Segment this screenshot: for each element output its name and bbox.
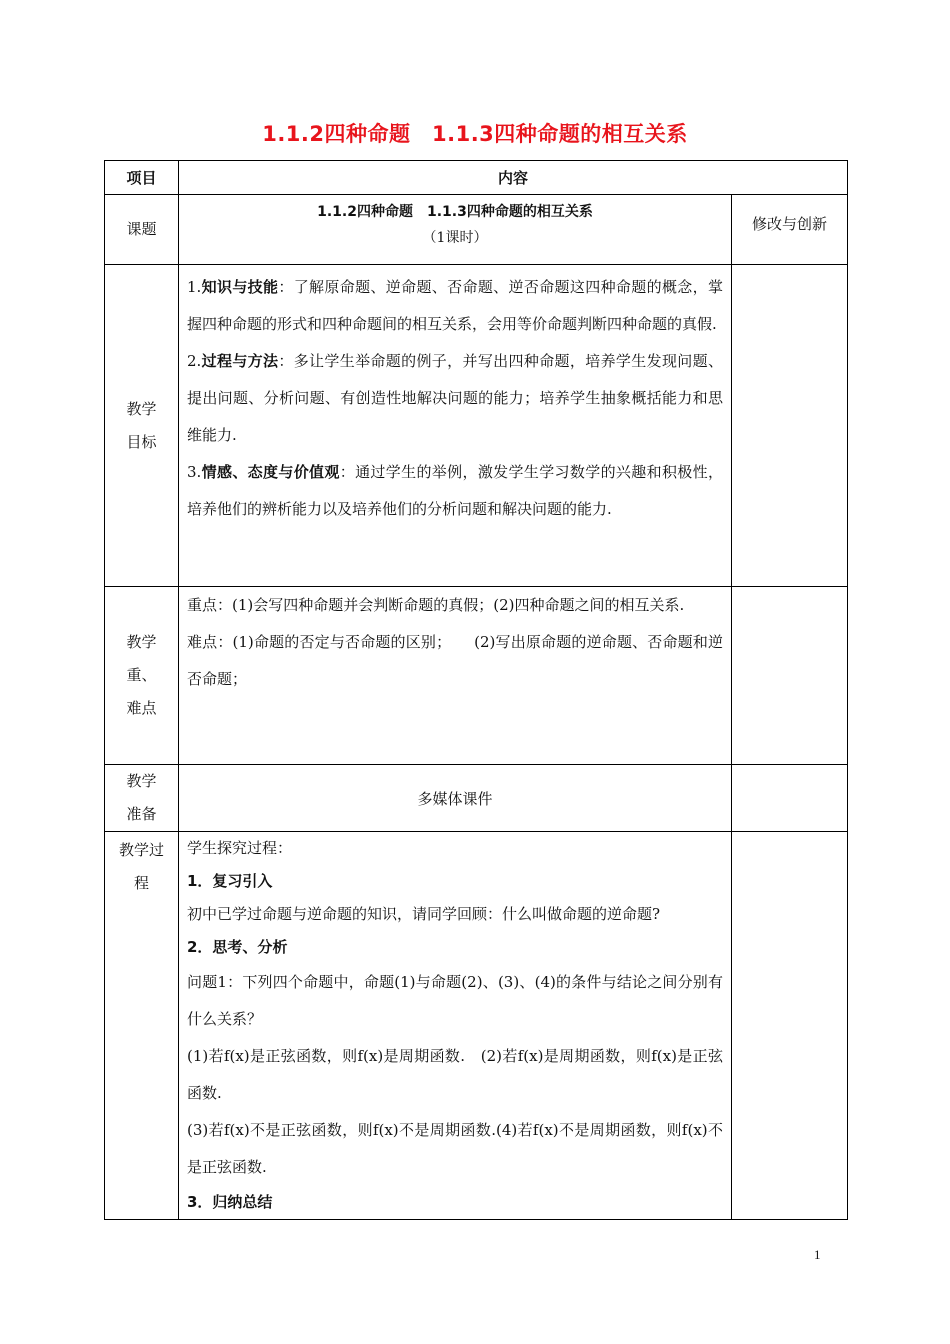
- topic-hours: （1课时）: [422, 230, 488, 246]
- process-row: [105, 832, 848, 1220]
- process-content: [179, 832, 732, 1220]
- keypoints-label-line2: 重、: [126, 666, 157, 684]
- process-side: [732, 832, 848, 1220]
- topic-cell: [179, 195, 732, 265]
- prep-side: [732, 765, 848, 832]
- objectives-content: [179, 265, 732, 587]
- objectives-side: [732, 265, 848, 587]
- prep-content: 多媒体课件: [179, 765, 732, 832]
- key-focus: 重点：(1)会写四种命题并会判断命题的真假；(2)四种命题之间的相互关系.: [187, 596, 685, 614]
- objectives-label-line1: 教学: [126, 399, 157, 418]
- keypoints-row: [105, 587, 848, 765]
- header-item: 项目: [105, 161, 179, 195]
- keypoints-side: [732, 587, 848, 765]
- process-step-2: 2．思考、分析: [187, 938, 288, 956]
- process-step-1: 1．复习引入: [187, 872, 273, 890]
- process-intro: 学生探究过程：: [187, 839, 293, 857]
- keypoints-label-line1: 教学: [126, 633, 157, 651]
- prep-label-line2: 准备: [126, 805, 157, 823]
- keypoints-content: [179, 587, 732, 765]
- process-step-1-text: 初中已学过命题与逆命题的知识，请同学回顾：什么叫做命题的逆命题?: [187, 905, 661, 923]
- objective-item-2: 2.过程与方法：多让学生举命题的例子，并写出四种命题，培养学生发现问题、提出问题、分析问题、有创造性地解决问题的能力；培养学生抽象概括能力和思维能力.: [187, 352, 723, 444]
- process-label: [105, 832, 179, 1220]
- objectives-label-line2: 目标: [126, 432, 157, 451]
- process-step-3: 3．归纳总结: [187, 1193, 273, 1211]
- header-content: 内容: [179, 161, 848, 195]
- process-label-line1: 教学过: [118, 841, 164, 859]
- prep-label-line1: 教学: [126, 772, 157, 790]
- revision-label: 修改与创新: [732, 195, 848, 265]
- process-propositions-2: (3)若f(x)不是正弦函数，则f(x)不是周期函数.(4)若f(x)不是周期函数，则f(x)不是正弦函数.: [187, 1121, 723, 1176]
- objective-item-1: 1.知识与技能：了解原命题、逆命题、否命题、逆否命题这四种命题的概念，掌握四种命题的形式和四种命题间的相互关系，会用等价命题判断四种命题的真假.: [187, 278, 723, 333]
- keypoints-label-line3: 难点: [126, 699, 157, 717]
- prep-row: [105, 765, 848, 832]
- header-row: [105, 161, 848, 195]
- topic-title: 1.1.2四种命题 1.1.3四种命题的相互关系: [317, 204, 593, 220]
- lesson-plan-table: [104, 160, 848, 1220]
- prep-label: [105, 765, 179, 832]
- key-difficulty: 难点：(1)命题的否定与否命题的区别； (2)写出原命题的逆命题、否命题和逆否命题；: [187, 633, 723, 688]
- process-label-line2: 程: [133, 874, 149, 892]
- process-question-1: 问题1：下列四个命题中，命题(1)与命题(2)、(3)、(4)的条件与结论之间分别有什么关系？: [187, 973, 723, 1028]
- page-number: 1: [814, 1247, 821, 1262]
- topic-label: 课题: [105, 195, 179, 265]
- process-propositions-1: (1)若f(x)是正弦函数，则f(x)是周期函数. (2)若f(x)是周期函数，则f(x)是正弦函数.: [187, 1047, 723, 1102]
- objectives-row: [105, 265, 848, 587]
- keypoints-label: [105, 587, 179, 765]
- document-title: 1.1.2四种命题 1.1.3四种命题的相互关系: [262, 122, 688, 146]
- objectives-label: [105, 265, 179, 587]
- topic-row: [105, 195, 848, 265]
- objective-item-3: 3.情感、态度与价值观：通过学生的举例，激发学生学习数学的兴趣和积极性，培养他们的辨析能力以及培养他们的分析问题和解决问题的能力.: [187, 463, 723, 518]
